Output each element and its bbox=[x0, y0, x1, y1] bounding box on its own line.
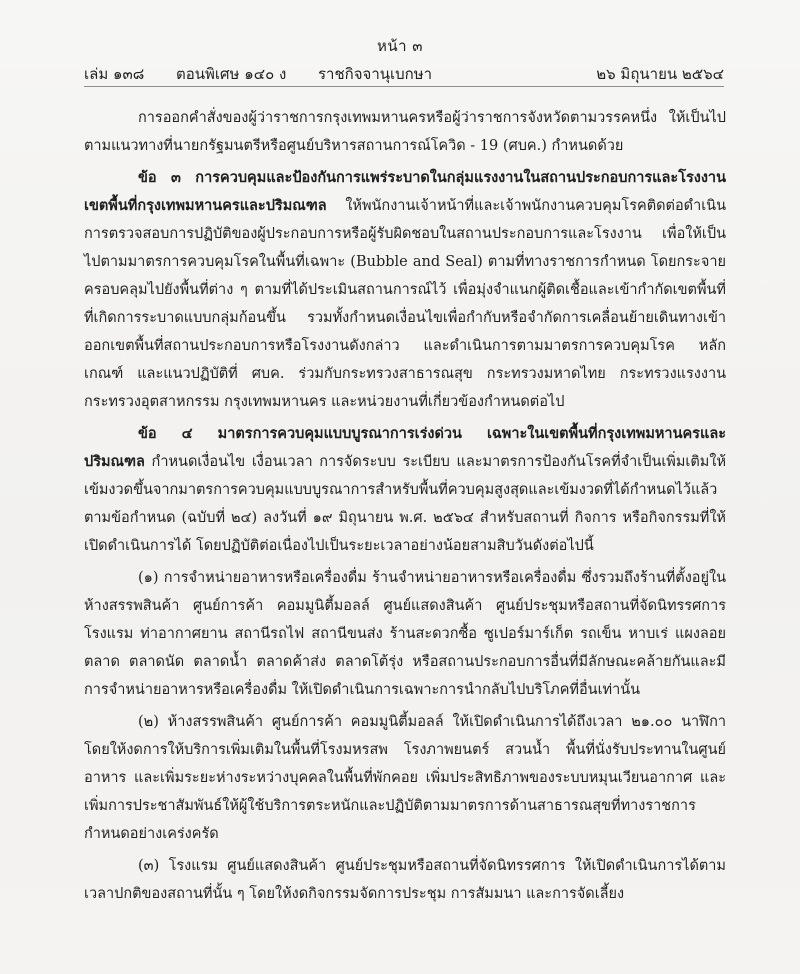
clause-3-heading: ข้อ ๓ การควบคุมและป้องกันการแพร่ระบาดในกลุ่มแรงงานในสถานประกอบการและโรงงานเขตพื้นที่กรุงเทพมหานครและปริมณฑล bbox=[84, 169, 726, 214]
clause-3 bbox=[84, 164, 726, 416]
header-divider bbox=[84, 86, 724, 87]
clause-4-heading: ข้อ ๔ มาตรการควบคุมแบบบูรณาการเร่งด่วน เฉพาะในเขตพื้นที่กรุงเทพมหานครและปริมณฑล bbox=[84, 425, 726, 470]
clause-4-item-1: (๑) การจำหน่ายอาหารหรือเครื่องดื่ม ร้านจำหน่ายอาหารหรือเครื่องดื่ม ซึ่งรวมถึงร้านที่ตั้งอยู่ในห้างสรรพสินค้า ศูนย์การค้า คอมมูนิตี้มอลล์ ศูนย์แสดงสินค้า ศูนย์ประชุมหรือสถานที่จัดนิทรรศการ โรงแรม ท่าอากาศยาน สถานีรถไฟ สถานีขนส่ง ร้านสะดวกซื้อ ซูเปอร์มาร์เก็ต รถเข็น หาบเร่ แผงลอย ตลาด ตลาดนัด ตลาดน้ำ ตลาดค้าส่ง ตลาดโต้รุ่ง หรือสถานประกอบการอื่นที่มีลักษณะคล้ายกันและมีการจำหน่ายอาหารหรือเครื่องดื่ม ให้เปิดดำเนินการเฉพาะการนำกลับไปบริโภคที่อื่นเท่านั้น bbox=[84, 570, 726, 698]
issue-number: ตอนพิเศษ ๑๔๐ ง bbox=[176, 65, 287, 83]
clause-4-item-3: (๓) โรงแรม ศูนย์แสดงสินค้า ศูนย์ประชุมหรือสถานที่จัดนิทรรศการ ให้เปิดดำเนินการได้ตามเวลาปกติของสถานที่นั้น ๆ โดยให้งดกิจกรรมจัดการประชุม การสัมมนา และการจัดเลี้ยง bbox=[84, 858, 726, 902]
clause-4-item-2: (๒) ห้างสรรพสินค้า ศูนย์การค้า คอมมูนิตี้มอลล์ ให้เปิดดำเนินการได้ถึงเวลา ๒๑.๐๐ นาฬิกา โดยให้งดการให้บริการเพิ่มเติมในพื้นที่โรงมหรสพ โรงภาพยนตร์ สวนน้ำ พื้นที่นั่งรับประทานในศูนย์อาหาร และเพิ่มระยะห่างระหว่างบุคคลในพื้นที่พักคอย เพิ่มประสิทธิภาพของระบบหมุนเวียนอากาศ และเพิ่มการประชาสัมพันธ์ให้ผู้ใช้บริการตระหนักและปฏิบัติตามมาตรการด้านสาธารณสุขที่ทางราชการกำหนดอย่างเคร่งครัด bbox=[84, 714, 726, 842]
page-number: หน้า ๓ bbox=[376, 37, 424, 55]
clause-3-body: ให้พนักงานเจ้าหน้าที่และเจ้าพนักงานควบคุมโรคติดต่อดำเนินการตรวจสอบการปฏิบัติของผู้ประกอบการหรือผู้รับผิดชอบในสถานประกอบการและโรงงาน เพื่อให้เป็นไปตามมาตรการควบคุมโรคในพื้นที่เฉพาะ (Bubble and Seal) ตามที่ทางราชการกำหนด โดยกระจายครอบคลุมไปยังพื้นที่ต่าง ๆ ตามที่ได้ประเมินสถานการณ์ไว้ เพื่อมุ่งจำแนกผู้ติดเชื้อและเข้ากำกัดเขตพื้นที่ที่เกิดการระบาดแบบกลุ่มก้อนขึ้น รวมทั้งกำหนดเงื่อนไขเพื่อกำกับหรือจำกัดการเคลื่อนย้ายเดินทางเข้าออกเขตพื้นที่สถานประกอบการหรือโรงงานดังกล่าว และดำเนินการตามมาตรการควบคุมโรค หลักเกณฑ์ และแนวปฏิบัติที่ ศบค. ร่วมกับกระทรวงสาธารณสุข กระทรวงมหาดไทย กระทรวงแรงงาน กระทรวงอุตสาหกรรม กรุงเทพมหานคร และหน่วยงานที่เกี่ยวข้องกำหนดต่อไป bbox=[84, 198, 726, 410]
gazette-header bbox=[84, 62, 724, 82]
clause-4-body: กำหนดเงื่อนไข เงื่อนเวลา การจัดระบบ ระเบียบ และมาตรการป้องกันโรคที่จำเป็นเพิ่มเติมให้เข้มงวดขึ้นจากมาตรการควบคุมแบบบูรณาการสำหรับพื้นที่ควบคุมสูงสุดและเข้มงวดที่ได้กำหนดไว้แล้วตามข้อกำหนด (ฉบับที่ ๒๔) ลงวันที่ ๑๙ มิถุนายน พ.ศ. ๒๕๖๔ สำหรับสถานที่ กิจการ หรือกิจกรรมที่ให้เปิดดำเนินการได้ โดยปฏิบัติต่อเนื่องไปเป็นระยะเวลาอย่างน้อยสามสิบวันดังต่อไปนี้ bbox=[84, 454, 726, 554]
clause-4 bbox=[84, 420, 726, 560]
paragraph-intro: การออกคำสั่งของผู้ว่าราชการกรุงเทพมหานครหรือผู้ว่าราชการจังหวัดตามวรรคหนึ่ง ให้เป็นไปตามแนวทางที่นายกรัฐมนตรีหรือศูนย์บริหารสถานการณ์โควิด - 19 (ศบค.) กำหนดด้วย bbox=[84, 110, 726, 154]
gazette-title: ราชกิจจานุเบกษา bbox=[318, 65, 433, 83]
publication-date: ๒๖ มิถุนายน ๒๕๖๔ bbox=[596, 65, 724, 83]
volume-number: เล่ม ๑๓๘ bbox=[84, 65, 145, 83]
document-body bbox=[84, 104, 726, 908]
